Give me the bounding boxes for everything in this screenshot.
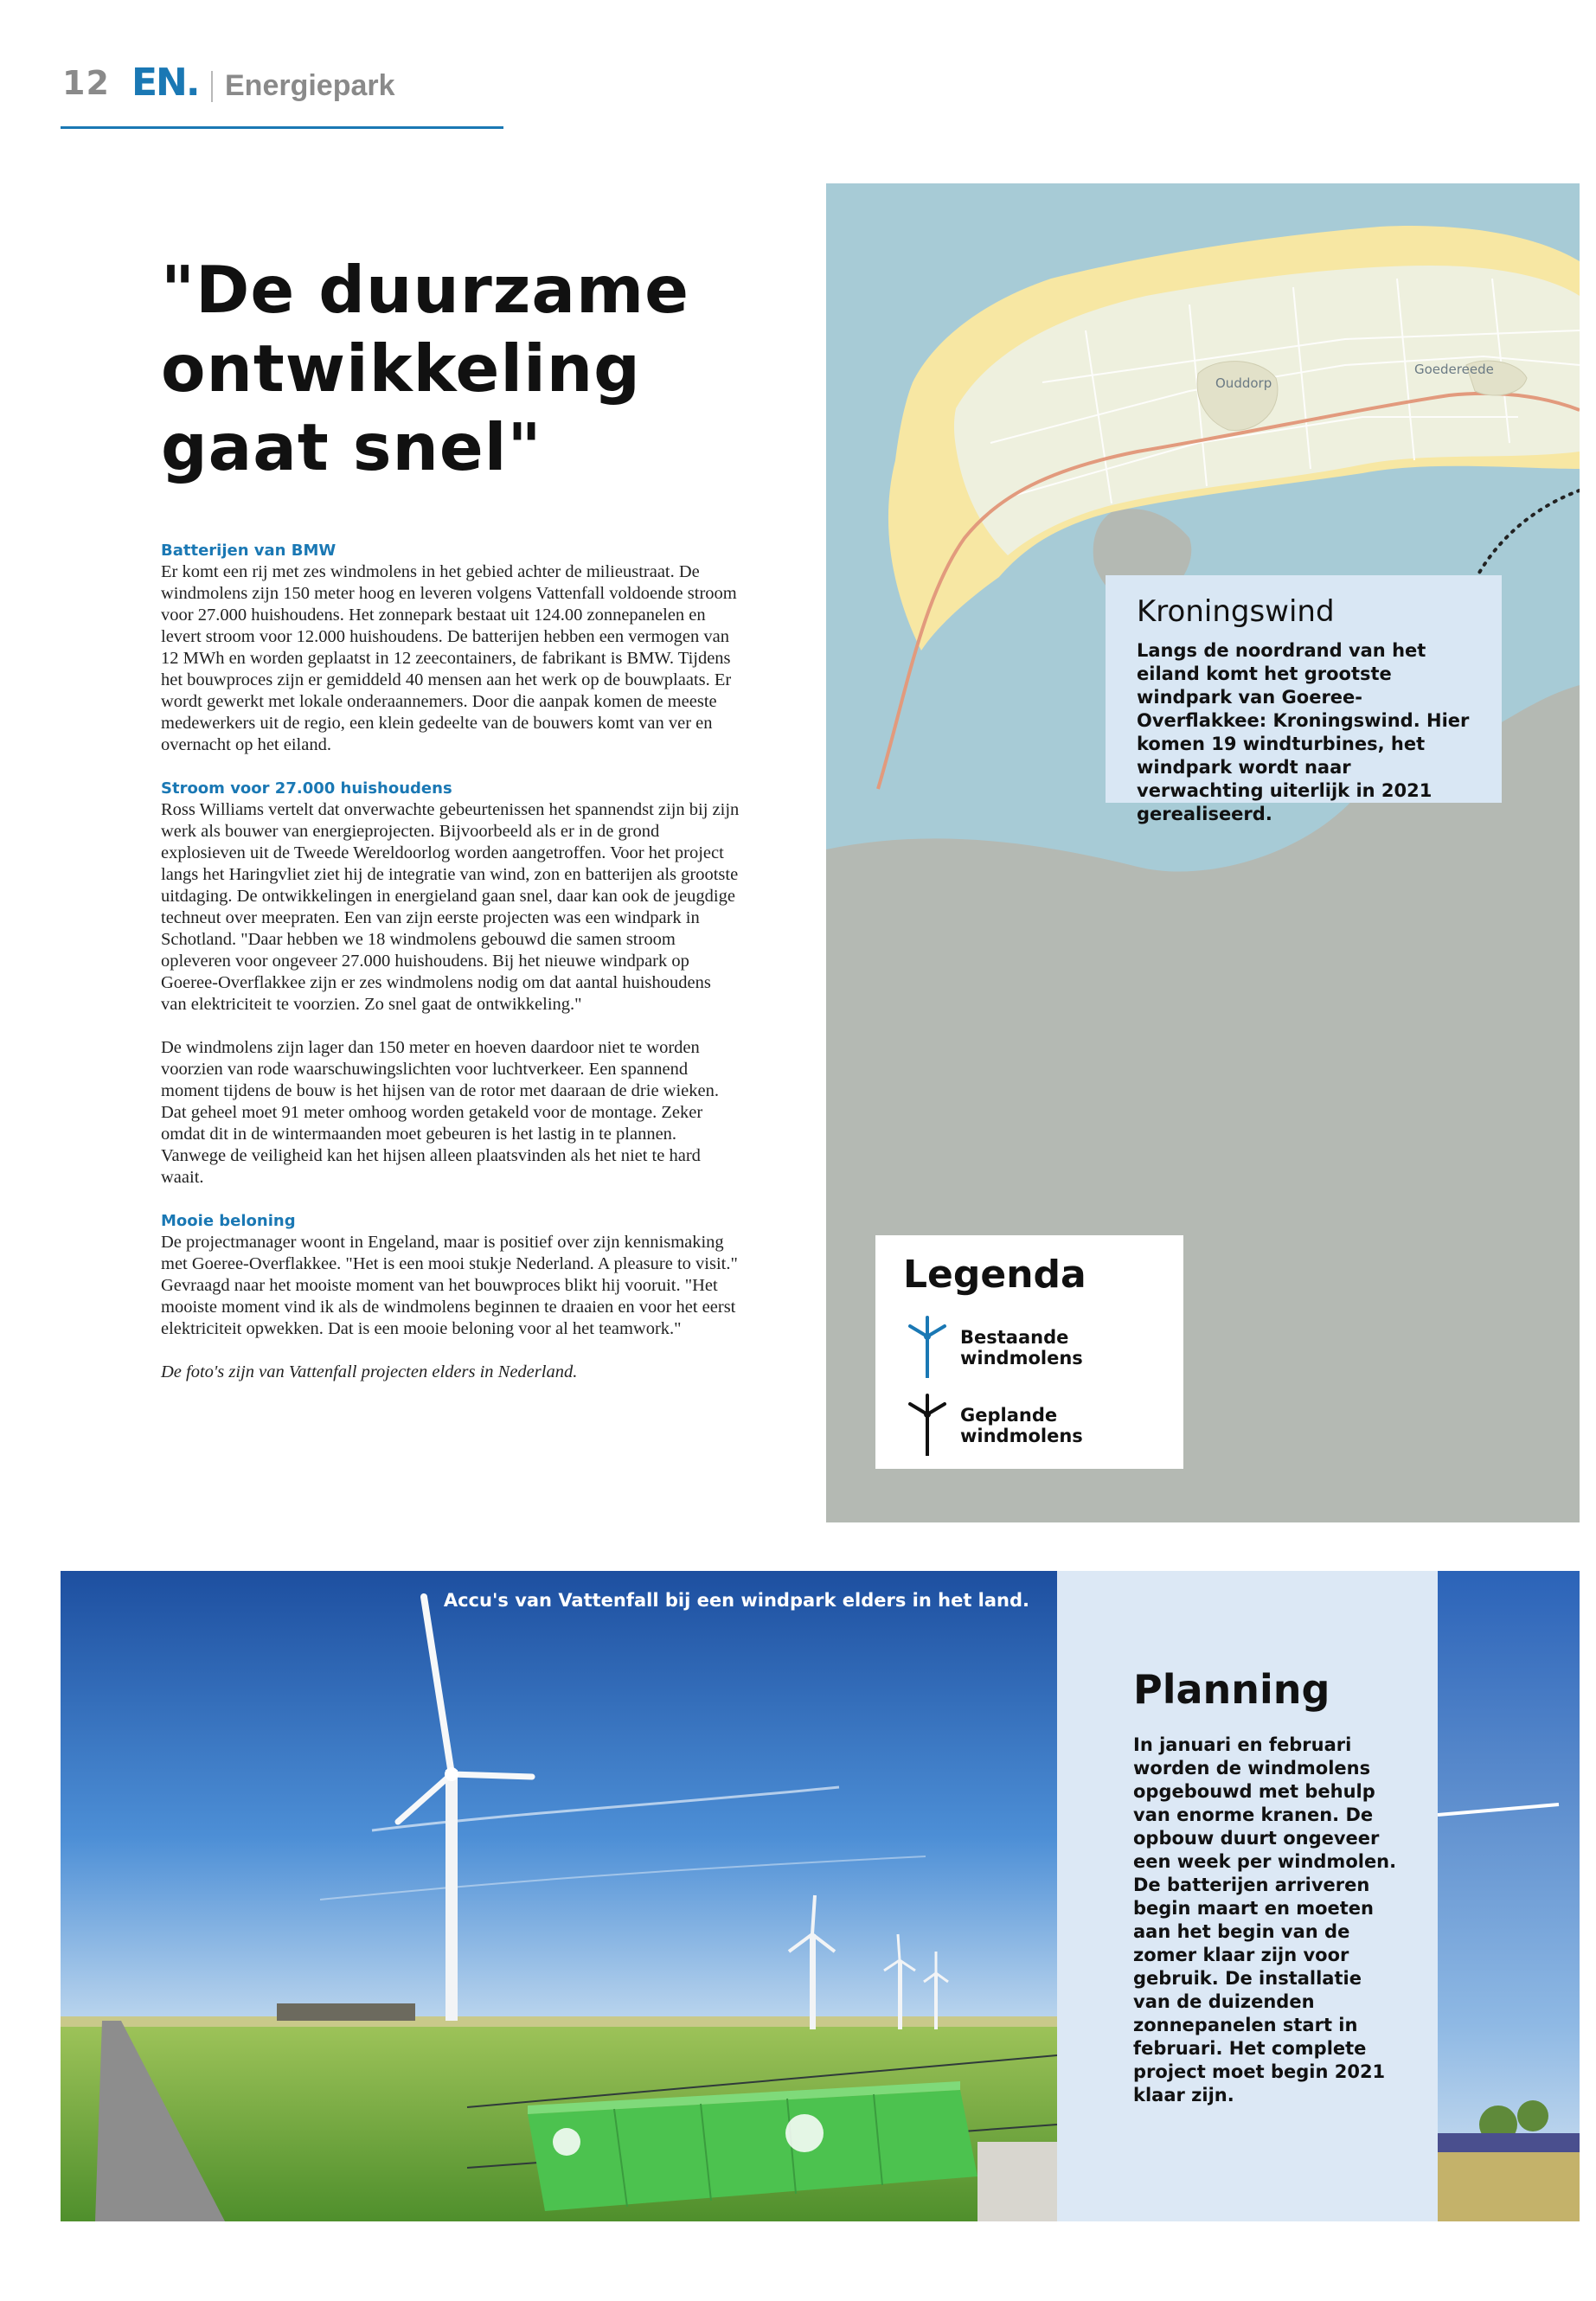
subheading-beloning: Mooie beloning: [161, 1212, 296, 1230]
planning-title: Planning: [1133, 1666, 1330, 1713]
planning-box: [1057, 1571, 1438, 2221]
article-body: [161, 540, 740, 1405]
magazine-logo: EN.: [131, 61, 199, 105]
page-number: 12: [62, 64, 110, 102]
subheading-stroom: Stroom voor 27.000 huishoudens: [161, 779, 452, 798]
kroningswind-text: Langs de noordrand van het eiland komt het grootste windpark van Goeree-Overflakkee: Kroningswind. Hier komen 19 windturbines, het windpark wordt naar verwachting uiterlijk in 2021 gerealiseerd.: [1137, 640, 1470, 824]
map-legend: [875, 1235, 1183, 1469]
kroningswind-title: Kroningswind: [1137, 594, 1335, 629]
planned-windmill-icon: [903, 1392, 952, 1459]
paragraph-windmolens: De windmolens zijn lager dan 150 meter en hoeven daardoor niet te worden voorzien van rode waarschuwingslichten voor luchtverkeer. Een spannend moment tijdens de bouw is het hijsen van de rotor met daaraan de drie wieken. Dat geheel moet 91 meter omhoog worden getakeld voor de montage. Zeker omdat dit in de wintermaanden moet gebeuren is het lastig in te plannen. Vanwege de veiligheid kan het hijsen alleen plaatsvinden als het niet te hard waait.: [161, 1038, 719, 1187]
headline: "De duurzame ontwikkeling gaat snel": [161, 252, 690, 485]
paragraph-beloning: De projectmanager woont in Engeland, maar is positief over zijn kennismaking met Goeree-Overflakkee. "Het is een mooi stukje Nederland. A pleasure to visit." Gevraagd naar het mooiste moment van het bouwproces blikt hij vooruit. "Het mooiste moment vind ik als de windmolens beginnen te draaien en voor het eerst elektriciteit opwekken. Dat is een mooie beloning voor al het teamwork.": [161, 1233, 738, 1338]
paragraph-stroom: Ross Williams vertelt dat onverwachte gebeurtenissen het spannendst zijn bij zijn werk als bouwer van energieprojecten. Bijvoorbeeld als er in de grond explosieven uit de Tweede Wereldoorlog worden aangetroffen. Voor het project langs het Haringvliet ziet hij de integratie van wind, zon en batterijen als grootste uitdaging. De ontwikkelingen in energieland gaan snel, daar kan ook de jeugdige techneut over meepraten. Een van zijn eerste projecten was een windpark in Schotland. "Daar hebben we 18 windmolens gebouwd die samen stroom opleveren voor ongeveer 27.000 huishoudens. Bij het nieuwe windpark op Goeree-Overflakkee zijn er zes windmolens nodig om dat aantal huishoudens van elektriciteit te voorzien. Zo snel gaat de ontwikkeling.": [161, 800, 740, 1014]
header-rule: [61, 126, 503, 129]
header-separator: [211, 71, 213, 102]
map-label-goedereede: Goedereede: [1414, 362, 1494, 377]
photo-caption: Accu's van Vattenfall bij een windpark elders in het land.: [443, 1590, 1029, 1611]
legend-label-existing: Bestaande windmolens: [960, 1327, 1083, 1368]
subheading-batterijen: Batterijen van BMW: [161, 542, 337, 560]
legend-title: Legenda: [903, 1253, 1086, 1297]
kroningswind-callout: [1106, 575, 1502, 824]
legend-row-planned: [903, 1387, 1156, 1465]
legend-label-planned: Geplande windmolens: [960, 1405, 1083, 1446]
existing-windmill-icon: [903, 1314, 952, 1381]
section-name: Energiepark: [225, 69, 395, 102]
solar-photo-strip: [1438, 1571, 1580, 2221]
planning-text: In januari en februari worden de windmolens opgebouwd met behulp van enorme kranen. De opbouw duurt ongeveer een week per windmolen. De batterijen arriveren begin maart en moeten aan het begin van de zomer klaar zijn voor gebruik. De installatie van de duizenden zonnepanelen start in februari. Het complete project moet begin 2021 klaar zijn.: [1133, 1734, 1397, 2106]
map-label-ouddorp: Ouddorp: [1215, 375, 1272, 391]
paragraph-batterijen: Er komt een rij met zes windmolens in het gebied achter de milieustraat. De windmolens zijn 150 meter hoog en leveren volgens Vattenfall voldoende stroom voor 27.000 huishoudens. Het zonnepark bestaat uit 124.00 zonnepanelen en levert stroom voor 12.000 huishoudens. De batterijen hebben een vermogen van 12 MWh en worden geplaatst in 12 zeecontainers, de fabrikant is BMW. Tijdens het bouwproces zijn er gemiddeld 40 mensen aan het werk op de bouwplaats. Er wordt gewerkt met lokale onderaannemers. Door die aanpak komen de meeste medewerkers uit de regio, een klein gedeelte van de bouwers komt van ver en overnacht op het eiland.: [161, 562, 737, 754]
windpark-photo: [61, 1571, 1057, 2221]
photo-credit: De foto's zijn van Vattenfall projecten elders in Nederland.: [161, 1362, 578, 1381]
legend-row-existing: [903, 1309, 1156, 1387]
